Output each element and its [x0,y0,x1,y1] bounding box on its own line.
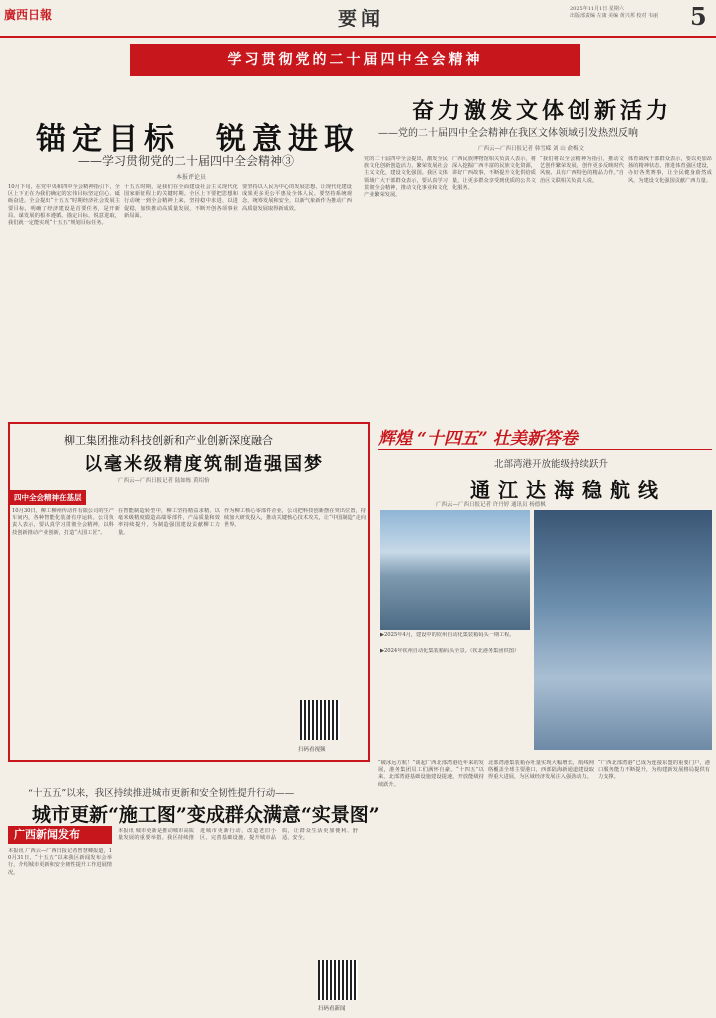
slogan-mid: “十四五” [417,429,488,449]
art3-col-3: “广西北部湾港”已成为连接东盟的重要门户，港口服务能力不断提升，为构建新发展格局提供有力支撑。 [598,760,710,781]
editorial-title: 锚定目标 锐意进取 [36,122,360,157]
port-photo-2 [534,510,712,750]
photo2-caption: ▶2024年钦州自动化集装箱码头全景。（钦北港务集团供图） [380,648,520,654]
editors-line: 出版部责编 左康 美编 黄兴邦 校对 韦丽 [570,13,658,19]
qr-code-news-icon[interactable] [318,960,358,1000]
art3-byline: 广西云—广西日报记者 许丹婷 通讯员 杨德枫 [436,502,546,508]
art2-body: 本报讯 城市更新是推动城市高质量发展的重要举措。我区持续推进城市更新行动，改造老旧小区，完善基础设施，提升城市品质，让群众生活更加便利、舒适、安全。 [118,828,358,842]
qr-code-icon[interactable] [300,700,340,740]
news-label: 广西新闻发布 [8,826,112,844]
editorial-subtitle: ——学习贯彻党的二十届四中全会精神③ [78,154,295,168]
topic-banner: 学习贯彻党的二十届四中全会精神 [130,44,580,76]
editorial-col-3: 要坚持以人民为中心的发展思想，让现代化建设成果更多更公平惠及全体人民。要坚持系统观念，统筹发展和安全，以新气象新作为推动广西高质量发展取得新成效。 [242,184,352,212]
news-text: 本报讯 广西云—广西日报记者曾慧卿报道，10月31日，“十五五”以来我区新闻发布会举行，介绍城市更新和安全韧性提升工作进展情况。 [8,848,112,876]
art1-col-3: “我们将以全会精神为指引，推动文艺创作繁荣发展，创作更多反映时代风貌、具有广西特色的精品力作。”自治区文联相关负责人说。 [540,156,624,184]
feature-title-2: 以毫米级精度筑制造强国梦 [84,454,324,475]
photo1-caption: ▶2025年4月，建设中的钦州自动化集装箱码头一期工程。 [380,632,515,638]
art1-title: 奋力激发文体创新活力 [412,98,673,124]
feature-byline: 广西云—广西日报记者 陆如栋 黄绍怡 [118,478,210,484]
section-title: 要闻 [338,8,385,30]
newspaper-logo: 廣西日報 [4,8,53,22]
slogan-right: 壮美新答卷 [492,429,578,449]
feature-col-1: 10月30日，柳工柳州传动件有限公司的生产车间内，各种智能化装备有序运转。公司负责人表示，要认真学习贯彻全会精神，以科技创新推动产业创新，打造“大国工匠”。 [12,508,114,536]
art3-qr-caption: 扫码看新闻 [318,1006,346,1012]
art2-kicker: “十五五”以来，我区持续推进城市更新和安全韧性提升行动—— [28,788,295,799]
slogan-bar [378,424,712,450]
issue-date: 2025年11月1日 星期六 [570,6,624,12]
art1-subtitle: ——党的二十届四中全会精神在我区文体领域引发热烈反响 [378,128,638,139]
feature-qr-caption: 扫码看视频 [298,747,326,753]
feature-col-3: 作为柳工核心零部件企业，公司把科技创新摆在突出位置，持续加大研发投入，推动关键核心技术攻关，让“中国制造”走向世界。 [224,508,366,529]
page-number: 5 [690,2,707,31]
art1-col-1: 党的二十届四中全会提出，激发全民族文化创新创造活力，繁荣发展社会主义文化，建设文化强国。我区文体领域广大干部群众表示，要认真学习贯彻全会精神，推动文化事业和文化产业繁荣发展。 [364,156,448,199]
editorial-byline: 本报评论员 [176,174,207,181]
feature-title-1: 柳工集团推动科技创新和产业创新深度融合 [64,434,273,447]
art1-col-4: 体育战线干部群众表示，要以更加昂扬的精神状态，推进体育强区建设，办好各类赛事，让全民健身蔚然成风，为建设文化强国贡献广西力量。 [628,156,712,184]
editorial-col-1: 10月下旬，在党中央和四中全会精神指引下，全区上下正在为我们确定的宏伟目标坚定信心、砥砺奋进。全会提出“十五五”时期经济社会发展主要目标，明确了经济建设是首要任务，是开新局、谋发展的根本遵循。锚定目标，锐意进取，我们就一定能实现“十五五”规划目标任务。 [8,184,120,227]
art1-col-2: 广西民族博物馆相关负责人表示，将深入挖掘广西丰富的民族文化资源，讲好广西故事，不断提升文化供给质量，让更多群众享受到优质的公共文化服务。 [452,156,536,191]
port-photo-1 [380,510,530,630]
date-info [570,6,658,20]
art2-title: 城市更新“施工图”变成群众满意“实景图” [32,804,380,826]
feature-tag: 四中全会精神在基层 [10,490,86,505]
art3-kicker: 北部湾港开放能级持续跃升 [494,459,609,470]
art3-col-2: 北部湾港集装箱吞吐量实现大幅增长，航线网络覆盖全球主要港口，西部陆海新通道建设取得重大进展，为区域经济发展注入强劲动力。 [488,760,594,781]
feature-col-2: 在智能制造转型中，柳工坚持精益求精，以毫米级精度锻造高端零部件，产品质量和效率持续提升，为制造强国建设贡献柳工力量。 [118,508,220,536]
art3-title: 通江达海稳航线 [470,478,666,502]
slogan-left: 辉煌 [378,429,412,449]
art3-col-1: “破冰远方航！”谈起广西北部湾港近年来的发展，港务集团员工们满怀自豪。“十四五”以来，北部湾港基础设施建设提速，开放能级持续跃升。 [378,760,484,788]
art1-byline: 广西云—广西日报记者 韩雪嵘 刘 山 俞梅文 [478,146,584,152]
editorial-col-2: 十五五时期，是我们在全面建设社会主义现代化国家新征程上的关键时期。全区上下要把思想和行动统一到全会精神上来，坚持稳中求进、以进促稳，加快推动高质量发展，不断开创各项事业新局面。 [124,184,238,219]
